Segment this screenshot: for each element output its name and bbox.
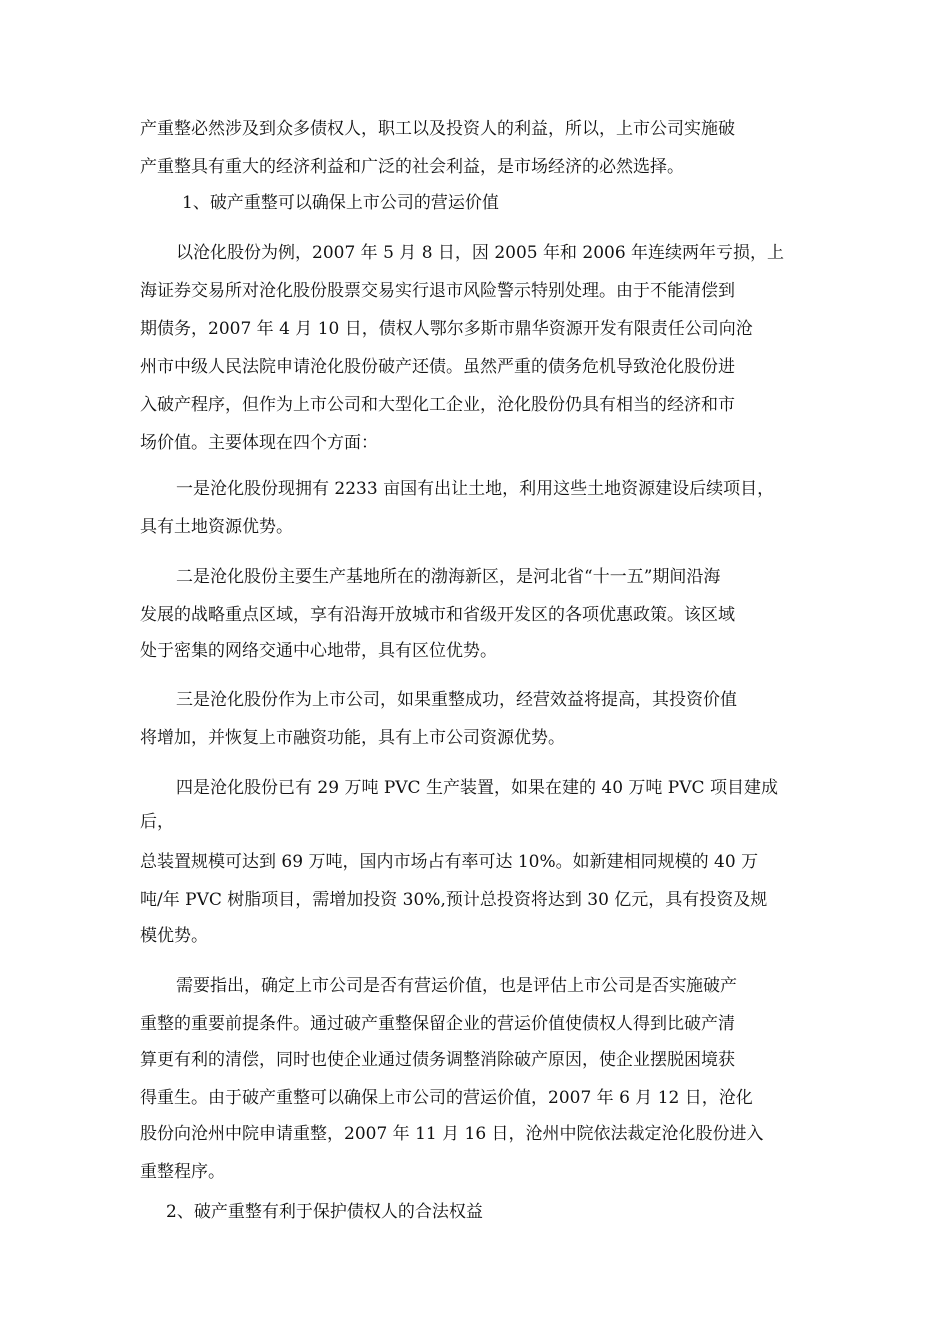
paragraph-line: 发展的战略重点区域，享有沿海开放城市和省级开发区的各项优惠政策。该区域	[140, 605, 735, 625]
paragraph-line: 州市中级人民法院申请沧化股份破产还债。虽然严重的债务危机导致沧化股份进	[140, 357, 735, 377]
paragraph-line: 产重整必然涉及到众多债权人，职工以及投资人的利益，所以，上市公司实施破	[140, 119, 735, 139]
paragraph-line: 股份向沧州中院申请重整，2007 年 11 月 16 日，沧州中院依法裁定沧化股份进入	[140, 1124, 764, 1144]
paragraph-line: 二是沧化股份主要生产基地所在的渤海新区，是河北省“十一五”期间沿海	[176, 567, 721, 587]
paragraph-line: 产重整具有重大的经济利益和广泛的社会利益，是市场经济的必然选择。	[140, 157, 684, 177]
paragraph-line: 后，	[140, 812, 174, 832]
paragraph-line: 场价值。主要体现在四个方面：	[140, 433, 378, 453]
paragraph-line: 总装置规模可达到 69 万吨，国内市场占有率可达 10%。如新建相同规模的 40 万	[140, 852, 759, 872]
paragraph-line: 具有土地资源优势。	[140, 517, 293, 537]
paragraph-line: 三是沧化股份作为上市公司，如果重整成功，经营效益将提高，其投资价值	[176, 690, 737, 710]
paragraph-line: 期债务，2007 年 4 月 10 日，债权人鄂尔多斯市鼎华资源开发有限责任公司向沧	[140, 319, 753, 339]
paragraph-line: 一是沧化股份现拥有 2233 亩国有出让土地，利用这些土地资源建设后续项目，	[176, 479, 775, 499]
paragraph-line: 需要指出，确定上市公司是否有营运价值，也是评估上市公司是否实施破产	[176, 976, 737, 996]
paragraph-line: 处于密集的网络交通中心地带，具有区位优势。	[140, 641, 497, 661]
paragraph-line: 重整程序。	[140, 1162, 225, 1182]
paragraph-line: 入破产程序，但作为上市公司和大型化工企业，沧化股份仍具有相当的经济和市	[140, 395, 735, 415]
paragraph-line: 模优势。	[140, 926, 208, 946]
paragraph-line: 算更有利的清偿，同时也使企业通过债务调整消除破产原因，使企业摆脱困境获	[140, 1050, 735, 1070]
paragraph-line: 四是沧化股份已有 29 万吨 PVC 生产装置，如果在建的 40 万吨 PVC 项目建成	[176, 778, 778, 798]
paragraph-line: 得重生。由于破产重整可以确保上市公司的营运价值，2007 年 6 月 12 日，沧化	[140, 1088, 753, 1108]
section-heading-2: 2、破产重整有利于保护债权人的合法权益	[166, 1202, 483, 1222]
paragraph-line: 将增加，并恢复上市融资功能，具有上市公司资源优势。	[140, 728, 565, 748]
paragraph-line: 以沧化股份为例，2007 年 5 月 8 日，因 2005 年和 2006 年连续两年亏损，上	[176, 243, 785, 263]
paragraph-line: 吨/年 PVC 树脂项目，需增加投资 30%,预计总投资将达到 30 亿元，具有投资及规	[140, 890, 768, 910]
paragraph-line: 重整的重要前提条件。通过破产重整保留企业的营运价值使债权人得到比破产清	[140, 1014, 735, 1034]
paragraph-line: 海证券交易所对沧化股份股票交易实行退市风险警示特别处理。由于不能清偿到	[140, 281, 735, 301]
section-heading-1: 1、破产重整可以确保上市公司的营运价值	[182, 193, 499, 213]
